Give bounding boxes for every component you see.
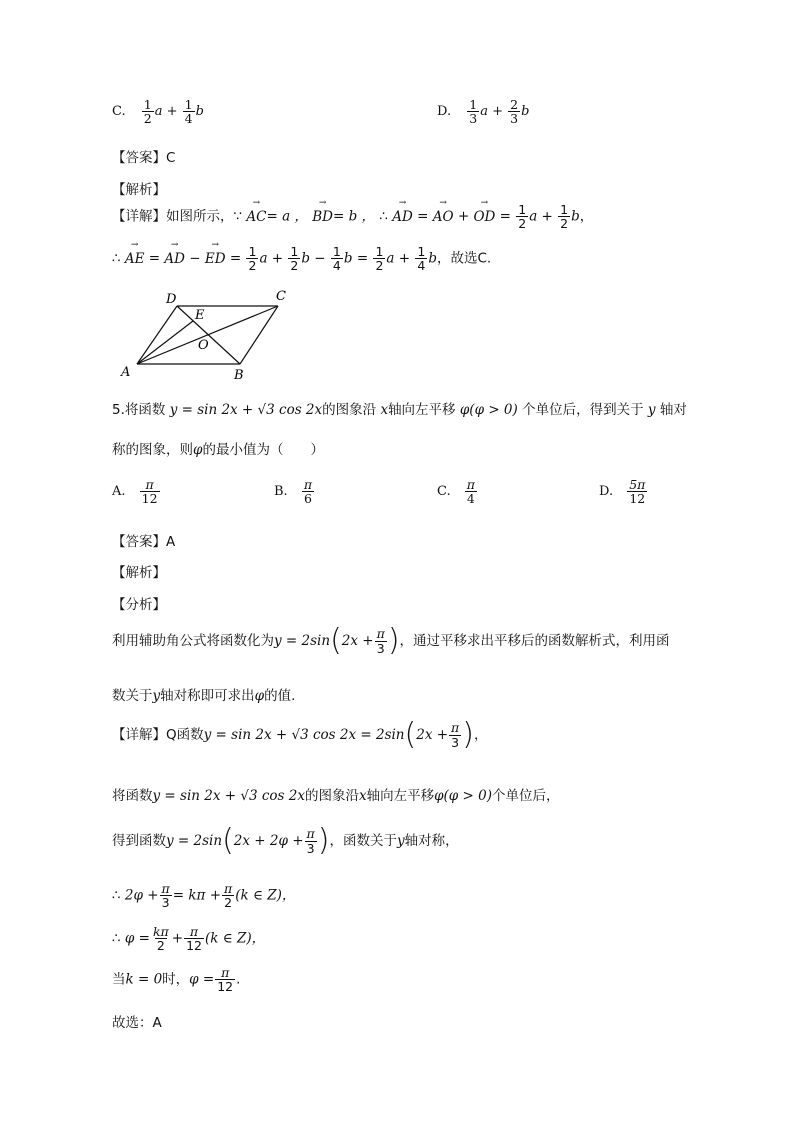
- answer-value: A: [166, 534, 176, 550]
- q4-detail-line2: ∴ → AE = → AD − → ED = $\frac{1}{2}$ a + $\frac{1}{2}$ b − $\frac{1}{4}$ b = $\frac{1}{2}$ a + $\frac{1}{4}$ b，故选C.: [112, 245, 491, 272]
- label-d: D: [166, 292, 177, 307]
- q5-detail-line1: 【详解】Q函数y = sin 2x + √3 cos 2x = 2sin(2x + $\frac{\pi}{3}$ )，: [112, 717, 488, 752]
- q5-final-line: 故选：A: [112, 1015, 162, 1031]
- q5-when-line: 当k = 0时，φ = $\frac{\pi}{12}$ .: [112, 965, 241, 995]
- q5-fenxi-line2: 数关于y轴对称即可求出φ的值.: [112, 688, 296, 704]
- q5-shift-line: 将函数y = sin 2x + √3 cos 2x的图象沿x轴向左平移φ(φ > 0)个单位后，: [112, 788, 560, 804]
- fraction: $\frac{1}{4}$: [332, 244, 341, 274]
- fraction: $\frac{1}{3}$: [469, 97, 478, 127]
- detail-label: 【详解】: [112, 208, 166, 225]
- q4-answer: [112, 146, 175, 166]
- q4-option-d: D. $\frac{1}{3}$ a + $\frac{2}{3}$ b: [437, 97, 530, 127]
- side-bc: [240, 306, 278, 364]
- fraction: $\frac{1}{2}$: [143, 97, 152, 127]
- q5-option-c: C. $\frac{\pi}{4}$: [437, 477, 475, 507]
- q5-stem-line2: 称的图象，则φ的最小值为（ ）: [112, 442, 324, 458]
- fraction: $\frac{1}{4}$: [184, 97, 193, 127]
- q5-fenxi-line1: 利用辅助角公式将函数化为y = 2sin(2x + $\frac{\pi}{3}$ )，通过平移求出平移后的函数解析式，利用函: [112, 623, 670, 658]
- q4-detail-line1: 【详解】如图所示，∵ → AC= a ， → BD= b ， ∴ → AD = → AO + → OD = $\frac{1}{2}$ a + $\frac{1}{2}$ b，: [112, 203, 593, 230]
- parallelogram-diagram: [115, 286, 305, 386]
- fraction: $\frac{1}{4}$: [417, 244, 426, 274]
- fraction: $\frac{1}{2}$: [518, 202, 527, 232]
- q4-option-c: C. $\frac{1}{2}$ a + $\frac{1}{4}$ b: [112, 97, 204, 127]
- answer-value: C: [166, 150, 176, 166]
- q5-answer: 【答案】A: [112, 534, 176, 550]
- fraction: $\frac{1}{2}$: [375, 244, 384, 274]
- q5-stem-line1: 5.将函数 y = sin 2x + √3 cos 2x的图象沿 x轴向左平移 φ(φ > 0) 个单位后，得到关于 y 轴对: [112, 402, 687, 418]
- label-e: E: [195, 308, 205, 323]
- fraction: $\frac{1}{2}$: [560, 202, 569, 232]
- answer-label: 【答案】: [112, 150, 166, 166]
- label-b: B: [234, 368, 244, 383]
- q5-fenxi-label: 【分析】: [112, 597, 166, 613]
- q5-analysis-label: 【解析】: [112, 565, 166, 581]
- label-o: O: [198, 338, 209, 353]
- diagonal-ac: [137, 306, 278, 364]
- diagonal-bd: [177, 306, 240, 364]
- label-a: A: [121, 365, 131, 380]
- option-letter: D.: [437, 104, 452, 120]
- q5-option-a: A. $\frac{\pi}{12}$: [112, 477, 158, 507]
- label-c: C: [276, 289, 286, 304]
- q5-option-b: B. $\frac{\pi}{6}$: [274, 477, 313, 507]
- q5-eq1: ∴ 2φ + $\frac{\pi}{3}$ = kπ + $\frac{\pi}{2}$ (k ∈ Z)，: [112, 881, 296, 911]
- q4-analysis-label: 【解析】: [112, 182, 166, 198]
- question-number: 5.: [112, 402, 125, 418]
- fraction: $\frac{2}{3}$: [510, 97, 519, 127]
- q5-option-d: D. $\frac{5\pi}{12}$: [599, 477, 646, 507]
- fraction: $\frac{1}{2}$: [290, 244, 299, 274]
- fraction: $\frac{1}{2}$: [248, 244, 257, 274]
- q5-got-line: 得到函数y = 2sin(2x + 2φ + $\frac{\pi}{3}$ )，函数关于y轴对称，: [112, 823, 459, 858]
- segment-ae: [137, 321, 193, 364]
- option-letter: C.: [112, 104, 126, 120]
- q5-eq2: ∴ φ = $\frac{k\pi}{2}$ + $\frac{\pi}{12}$ (k ∈ Z)，: [112, 924, 266, 954]
